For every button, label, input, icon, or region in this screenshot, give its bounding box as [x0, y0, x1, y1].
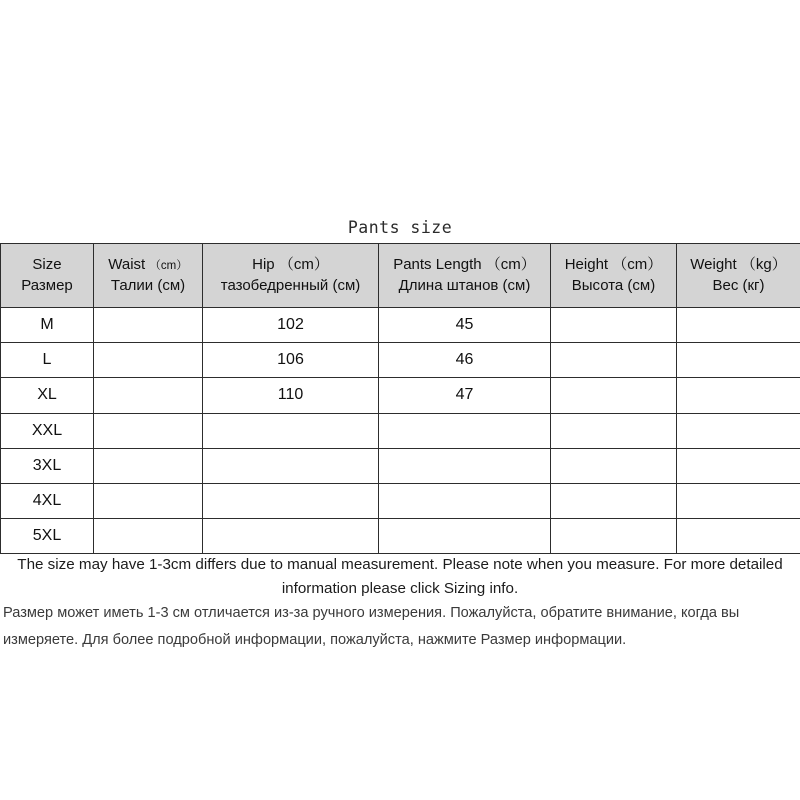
column-header-en-length [381, 255, 548, 275]
column-header-length [379, 244, 551, 308]
column-header-en-unit-waist: （cm） [149, 260, 188, 273]
cell-length [379, 448, 551, 483]
column-header-unit-text-hip: cm [293, 256, 314, 274]
column-header-en-weight [679, 255, 798, 275]
column-header-unit-text-length: cm [500, 256, 521, 274]
cell-hip [203, 483, 379, 518]
table-row [1, 519, 800, 554]
column-header-ru-hip: тазобедренный (см) [220, 276, 361, 294]
column-header-en-label-height: Height [564, 256, 609, 274]
column-header-en-unit-hip: （cm） [278, 256, 329, 274]
column-header-ru-weight: Вес (кг) [712, 276, 765, 294]
cell-size: 3XL [1, 448, 94, 483]
table-header-row [1, 244, 800, 308]
cell-hip [203, 413, 379, 448]
column-header-size [1, 244, 94, 308]
column-header-waist [94, 244, 203, 308]
table-row [1, 413, 800, 448]
cell-length [379, 413, 551, 448]
cell-weight [677, 308, 800, 343]
cell-waist [94, 308, 203, 343]
cell-height [551, 448, 677, 483]
column-header-en-label-waist: Waist [108, 256, 146, 274]
cell-size: XXL [1, 413, 94, 448]
cell-weight [677, 413, 800, 448]
cell-waist [94, 413, 203, 448]
cell-height [551, 519, 677, 554]
table-row [1, 448, 800, 483]
table-body [1, 308, 800, 554]
cell-size: XL [1, 378, 94, 413]
cell-length [379, 519, 551, 554]
column-header-unit-text-height: cm [627, 256, 648, 274]
measurement-note-english: The size may have 1-3cm differs due to manual measurement. Please note when you measure. For more detailed information please click Sizing info. [17, 556, 783, 597]
cell-length: 47 [379, 378, 551, 413]
cell-weight [677, 378, 800, 413]
column-header-ru-waist: Талии (см) [110, 276, 186, 294]
cell-hip [203, 519, 379, 554]
cell-size: 4XL [1, 483, 94, 518]
cell-waist [94, 483, 203, 518]
table-row [1, 343, 800, 378]
cell-weight [677, 343, 800, 378]
cell-hip: 106 [203, 343, 379, 378]
cell-length: 46 [379, 343, 551, 378]
column-header-hip [203, 244, 379, 308]
column-header-en-waist [96, 255, 200, 275]
cell-weight [677, 519, 800, 554]
page-title: Pants size [347, 218, 453, 237]
column-header-en-unit-height: （cm） [612, 256, 663, 274]
cell-size: 5XL [1, 519, 94, 554]
cell-weight [677, 448, 800, 483]
cell-hip: 102 [203, 308, 379, 343]
cell-height [551, 413, 677, 448]
table-row [1, 378, 800, 413]
cell-height [551, 378, 677, 413]
cell-height [551, 308, 677, 343]
cell-size: M [1, 308, 94, 343]
column-header-unit-text-waist: cm [160, 260, 177, 273]
cell-waist [94, 378, 203, 413]
column-header-ru-size: Размер [21, 276, 73, 294]
column-header-en-label-hip: Hip [252, 256, 275, 274]
cell-waist [94, 343, 203, 378]
cell-height [551, 483, 677, 518]
column-header-en-height [553, 255, 674, 275]
cell-waist [94, 448, 203, 483]
cell-waist [94, 519, 203, 554]
size-chart-table [0, 243, 800, 554]
column-header-en-size: Size [32, 256, 62, 274]
cell-length [379, 483, 551, 518]
table-header [1, 244, 800, 308]
cell-weight [677, 483, 800, 518]
table-row [1, 483, 800, 518]
column-header-en-unit-weight: （kg） [740, 256, 787, 274]
column-header-en-unit-length: （cm） [485, 256, 536, 274]
column-header-unit-text-weight: kg [755, 256, 772, 274]
table-row [1, 308, 800, 343]
cell-length: 45 [379, 308, 551, 343]
column-header-en-hip [205, 255, 376, 275]
measurement-note-russian: Размер может иметь 1-3 см отличается из-за ручного измерения. Пожалуйста, обратите внимание, когда вы измеряете. Для более подробной информации, пожалуйста, нажмите Размер информации. [3, 605, 740, 648]
cell-hip [203, 448, 379, 483]
column-header-height [551, 244, 677, 308]
column-header-weight [677, 244, 800, 308]
cell-hip: 110 [203, 378, 379, 413]
column-header-ru-height: Высота (см) [571, 276, 656, 294]
cell-size: L [1, 343, 94, 378]
column-header-en-label-weight: Weight [690, 256, 737, 274]
column-header-en-label-length: Pants Length [393, 256, 482, 274]
cell-height [551, 343, 677, 378]
column-header-ru-length: Длина штанов (см) [398, 276, 531, 294]
